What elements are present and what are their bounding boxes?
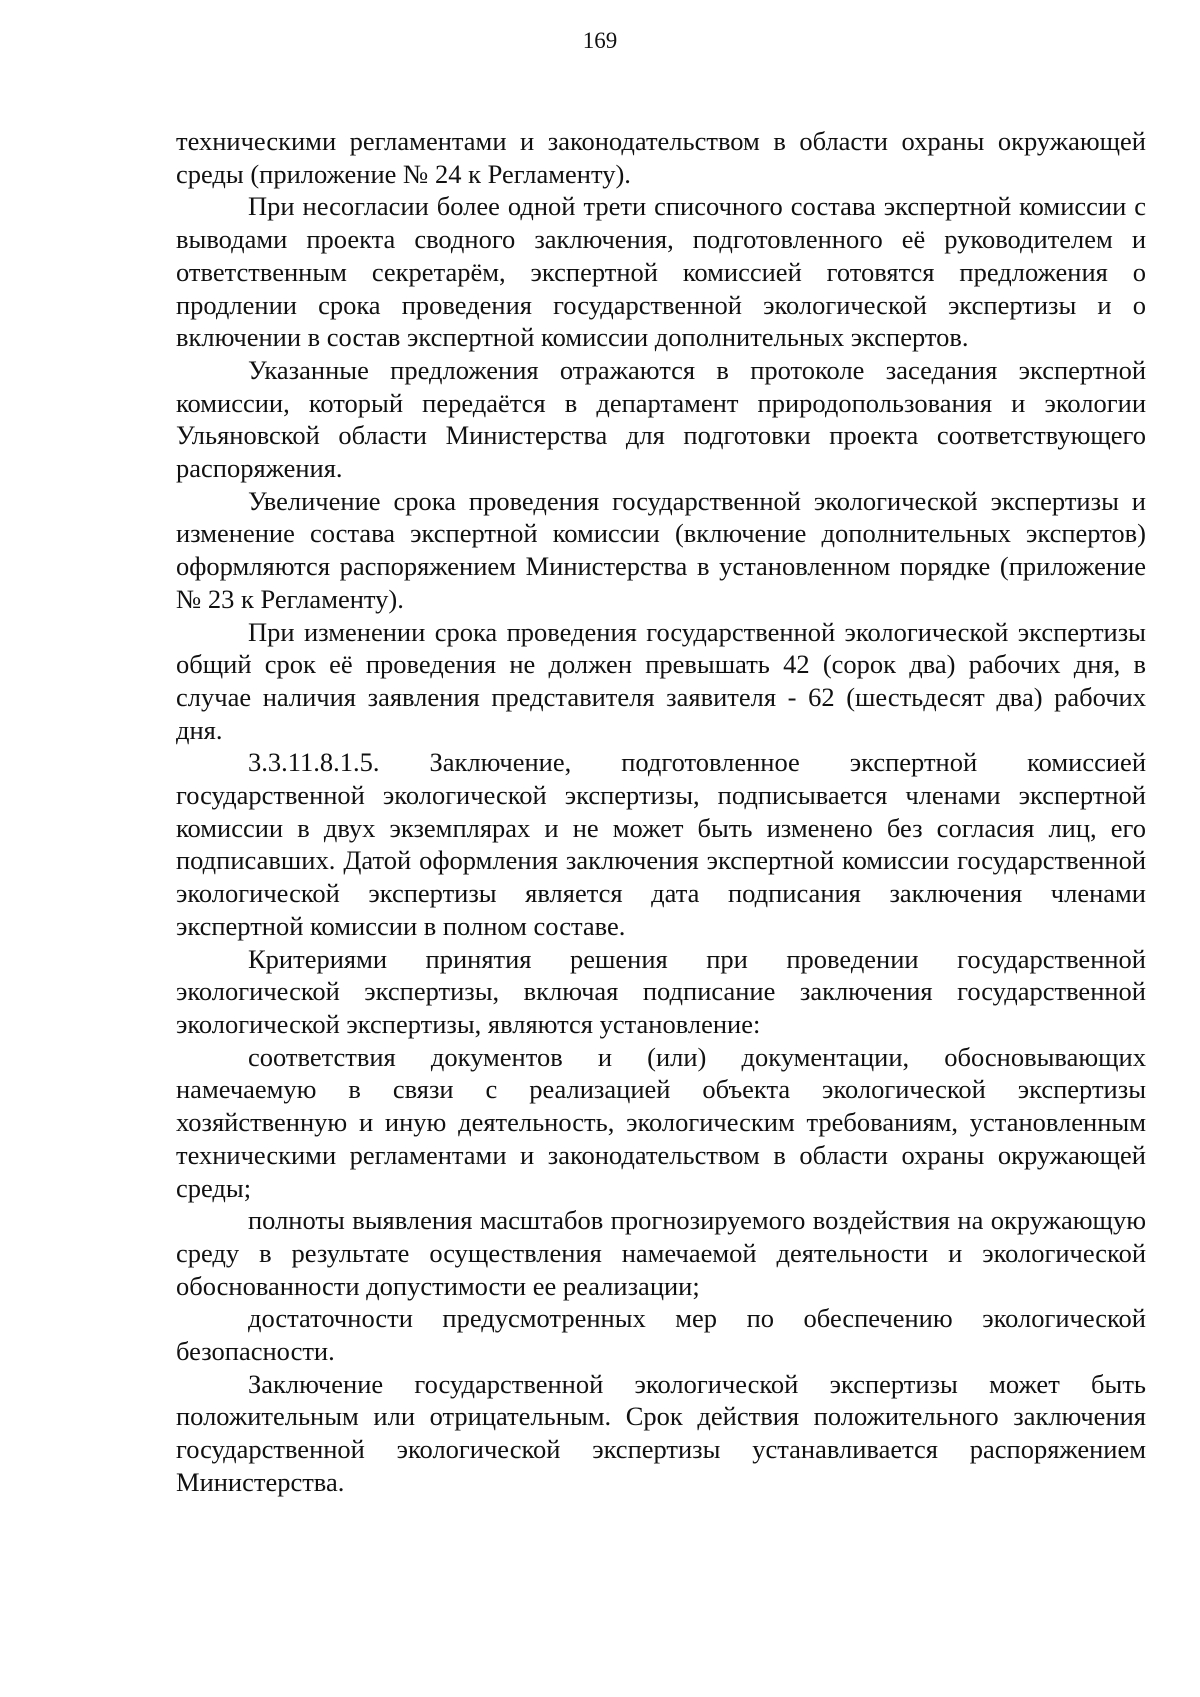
paragraph-criterion-sufficiency: достаточности предусмотренных мер по обеспечению экологической безопасности. xyxy=(176,1303,1146,1367)
paragraph-criterion-compliance: соответствия документов и (или) документации, обосновывающих намечаемую в связи с реализацией объекта экологической экспертизы хозяйственную и иную деятельность, экологическим требованиям, установленным техническими регламентами и законодательством в области охраны окружающей среды; xyxy=(176,1041,1146,1203)
paragraph-criterion-completeness: полноты выявления масштабов прогнозируемого воздействия на окружающую среду в результате осуществления намечаемой деятельности и экологической обоснованности допустимости ее реализации; xyxy=(176,1205,1146,1301)
paragraph-term-change: При изменении срока проведения государственной экологической экспертизы общий срок её проведения не должен превышать 42 (сорок два) рабочих дня, в случае наличия заявления представителя заявителя - 62 (шестьдесят два) рабочих дня. xyxy=(176,616,1146,745)
paragraph-continuation: техническими регламентами и законодательством в области охраны окружающей среды (приложение № 24 к Регламенту). xyxy=(176,126,1146,189)
paragraph-section-3-3-11-8-1-5: 3.3.11.8.1.5. Заключение, подготовленное экспертной комиссией государственной экологической экспертизы, подписывается членами экспертной комиссии в двух экземплярах и не может быть изменено без согласия лиц, его подписавших. Датой оформления заключения экспертной комиссии государственной экологической экспертизы является дата подписания заключения членами экспертной комиссии в полном составе. xyxy=(176,747,1146,941)
paragraph-criteria: Критериями принятия решения при проведении государственной экологической экспертизы, включая подписание заключения государственной экологической экспертизы, являются установление: xyxy=(176,943,1146,1039)
paragraph-disagreement: При несогласии более одной трети списочного состава экспертной комиссии с выводами проекта сводного заключения, подготовленного её руководителем и ответственным секретарём, экспертной комиссией готовятся предложения о продлении срока проведения государственной экологической экспертизы и о включении в состав экспертной комиссии дополнительных экспертов. xyxy=(176,191,1146,353)
document-body xyxy=(176,125,1146,1499)
paragraph-proposals: Указанные предложения отражаются в протоколе заседания экспертной комиссии, который передаётся в департамент природопользования и экологии Ульяновской области Министерства для подготовки проекта соответствующего распоряжения. xyxy=(176,354,1146,484)
page-number: 169 xyxy=(582,28,618,53)
paragraph-term-increase: Увеличение срока проведения государственной экологической экспертизы и изменение состава экспертной комиссии (включение дополнительных экспертов) оформляются распоряжением Министерства в установленном порядке (приложение № 23 к Регламенту). xyxy=(176,485,1146,614)
paragraph-conclusion: Заключение государственной экологической экспертизы может быть положительным или отрицательным. Срок действия положительного заключения государственной экологической экспертизы устанавливается распоряжением Министерства. xyxy=(176,1368,1146,1497)
